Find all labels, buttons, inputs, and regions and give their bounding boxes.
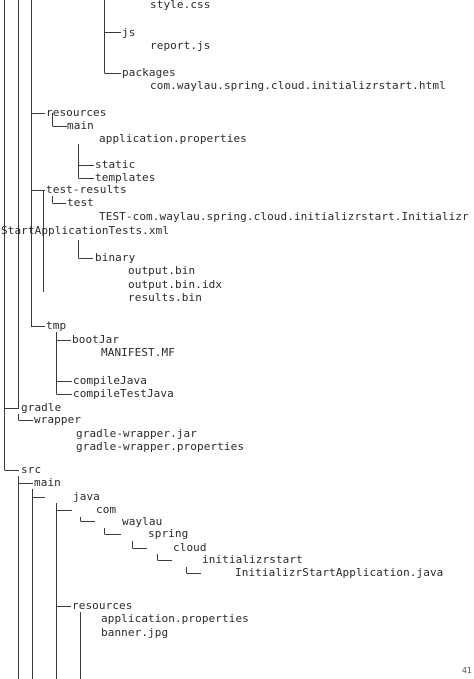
file-packages-html: com.waylau.spring.cloud.initializrstart.html: [150, 79, 446, 92]
folder-static: static: [95, 158, 136, 171]
folder-cloud: cloud: [173, 541, 207, 554]
folder-compile-test-java: compileTestJava: [73, 387, 174, 400]
folder-tmp: tmp: [46, 319, 67, 332]
folder-wrapper: wrapper: [34, 413, 82, 426]
folder-src: src: [21, 463, 42, 476]
folder-initializrstart: initializrstart: [202, 553, 303, 566]
folder-src-main: main: [34, 476, 61, 489]
folder-templates: templates: [95, 171, 156, 184]
file-results-bin: results.bin: [128, 291, 202, 304]
file-style-css: style.css: [150, 0, 211, 11]
page-corner-mark: 41: [461, 666, 472, 675]
file-test-xml-line2: StartApplicationTests.xml: [1, 224, 170, 237]
file-manifest-mf: MANIFEST.MF: [101, 346, 175, 359]
file-banner-jpg: banner.jpg: [101, 626, 169, 639]
file-output-bin-idx: output.bin.idx: [128, 278, 223, 291]
file-application-properties: application.properties: [99, 132, 247, 145]
folder-test: test: [67, 196, 94, 209]
folder-com: com: [96, 503, 117, 516]
folder-compile-java: compileJava: [73, 374, 147, 387]
folder-gradle: gradle: [21, 401, 62, 414]
file-gradle-wrapper-properties: gradle-wrapper.properties: [76, 440, 245, 453]
folder-test-results: test-results: [46, 183, 127, 196]
folder-packages: packages: [122, 66, 176, 79]
folder-resources-main: main: [67, 119, 94, 132]
folder-binary: binary: [95, 251, 136, 264]
file-report-js: report.js: [150, 39, 211, 52]
folder-waylau: waylau: [122, 515, 163, 528]
file-initializr-start-application-java: InitializrStartApplication.java: [235, 566, 444, 579]
folder-bootjar: bootJar: [72, 333, 120, 346]
folder-java: java: [73, 490, 100, 503]
folder-js: js: [122, 26, 136, 39]
file-gradle-wrapper-jar: gradle-wrapper.jar: [76, 427, 198, 440]
folder-spring: spring: [148, 527, 189, 540]
file-src-application-properties: application.properties: [101, 612, 249, 625]
file-test-xml-line1: TEST-com.waylau.spring.cloud.initializrstart.Initializr: [99, 210, 469, 223]
file-output-bin: output.bin: [128, 264, 196, 277]
folder-resources: resources: [46, 106, 107, 119]
folder-src-resources: resources: [72, 599, 133, 612]
